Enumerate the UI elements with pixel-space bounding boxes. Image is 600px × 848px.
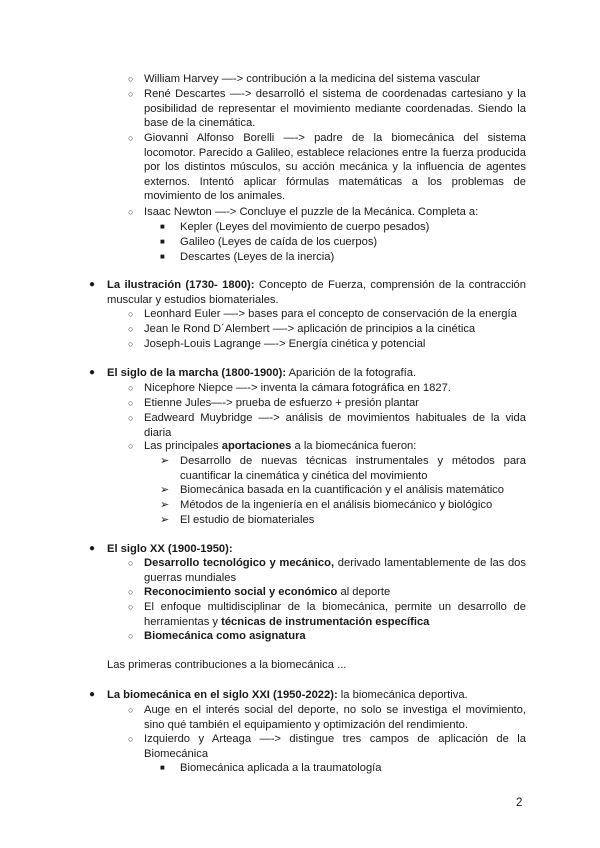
list-item-aport-4 [160,513,526,528]
hollow-circle-bullet: ○ [128,133,134,143]
hollow-circle-bullet: ○ [128,89,134,99]
item-text: Métodos de la ingeniería en el análisis biomecánico y biológico [180,499,493,511]
bold-text: Desarrollo tecnológico y mecánico, [144,557,335,569]
filled-circle-bullet: ● [89,279,96,290]
item-text: Jean le Rond D´Alembert —-> aplicación de principios a la cinética [144,323,476,335]
hollow-circle-bullet: ○ [128,413,134,423]
list-item-lagrange [128,337,526,352]
item-text: Eadweard Muybridge —-> análisis de movimientos habituales de la vida diaria [144,412,526,439]
section-siglo-xxi [89,688,526,703]
hollow-circle-bullet: ○ [128,587,134,597]
item-text: William Harvey —-> contribución a la medicina del sistema vascular [144,73,481,85]
section-desc: Concepto de Fuerza, comprensión de la contracción muscular y estudios biomateriales. [107,279,526,306]
hollow-circle-bullet: ○ [128,74,134,84]
square-bullet: ■ [160,222,165,231]
section-desc: Aparición de la fotografía. [286,367,417,379]
hollow-circle-bullet: ○ [128,705,134,715]
list-item-kepler [160,220,526,235]
item-text: Descartes (Leyes de la inercia) [180,251,335,263]
square-bullet: ■ [160,237,165,246]
item-text: Leonhard Euler —-> bases para el concepto de conservación de la energía [144,308,517,320]
bold-text: Biomecánica como asignatura [144,630,306,642]
item-text: Nicephore Niepce —-> inventa la cámara fotográfica en 1827. [144,382,451,394]
item-text: Joseph-Louis Lagrange —-> Energía cinética y potencial [144,338,426,350]
item-text: Giovanni Alfonso Borelli —-> padre de la biomecánica del sistema locomotor. Parecido a Galileo, establece relaciones entre la fuerza producida por los distintos músculos, su acción mecánica y la influencia de agentes externos. Intentó aplicar fórmulas matemáticas a los problemas de movimiento de los animales. [144,132,526,203]
item-text: El estudio de biomateriales [180,514,315,526]
item-text: Biomecánica aplicada a la traumatología [180,762,382,774]
hollow-circle-bullet: ○ [128,734,134,744]
item-text: Galileo (Leyes de caída de los cuerpos) [180,236,378,248]
hollow-circle-bullet: ○ [128,398,134,408]
page-number: 2 [516,797,523,809]
list-item-muybridge [128,411,526,440]
list-item-enfoque: ○ El enfoque multidisciplinar de la biomecánica, permite un desarrollo de herramientas y técnicas de instrumentación específica [128,601,526,628]
filled-circle-bullet: ● [89,689,96,700]
hollow-circle-bullet: ○ [128,558,134,568]
list-item-borelli [128,131,526,204]
arrow-bullet: ➢ [160,514,170,526]
arrow-bullet: ➢ [160,484,170,496]
section-title: El siglo de la marcha (1800-1900): [107,367,287,379]
square-bullet: ■ [160,252,165,261]
item-text: Isaac Newton —-> Concluye el puzzle de la Mecánica. Completa a: [144,206,479,218]
paragraph-primeras: Las primeras contribuciones a la biomecánica ... [107,659,347,671]
hollow-circle-bullet: ○ [128,383,134,393]
list-item-jules [128,396,526,411]
list-item-euler [128,307,526,322]
list-item-asignatura [128,629,526,644]
section-title: El siglo XX (1900-1950): [107,543,233,555]
bold-text: técnicas de instrumentación específica [221,615,430,628]
bold-text: Reconocimiento social y económico [144,586,338,598]
item-text: Kepler (Leyes del movimiento de cuerpo pesados) [180,221,430,233]
section-title: La biomecánica en el siglo XXI (1950-2022): [107,689,338,701]
list-item-reconocimiento: ○ Reconocimiento social y económico al deporte [128,586,391,598]
item-text: Etienne Jules—-> prueba de esfuerzo + presión plantar [144,397,419,409]
hollow-circle-bullet: ○ [128,324,134,334]
list-item-galileo [160,235,526,250]
list-item-niepce [128,381,526,396]
hollow-circle-bullet: ○ [128,207,134,217]
section-desc: la biomecánica deportiva. [337,689,468,701]
item-text: Auge en el interés social del deporte, no solo se investiga el movimiento, sino qué también el equipamiento y optimización del rendimiento. [144,704,526,731]
list-item-aport-1 [160,454,526,483]
item-text: Biomecánica basada en la cuantificación y el análisis matemático [180,484,504,496]
hollow-circle-bullet: ○ [128,441,134,451]
hollow-circle-bullet: ○ [128,339,134,349]
square-bullet: ■ [160,763,165,772]
item-text: René Descartes —-> desarrolló el sistema de coordenadas cartesiano y la posibilidad de representar el movimiento mediante coordenadas. Siendo la base de la cinemática. [144,88,526,130]
list-item-aport-3 [160,498,526,513]
hollow-circle-bullet: ○ [128,602,134,612]
list-item-traumatologia [160,761,526,776]
item-text: Izquierdo y Arteaga —-> distingue tres campos de aplicación de la Biomecánica [144,733,526,760]
section-ilustracion [89,278,526,307]
filled-circle-bullet: ● [89,367,96,378]
list-item-izquierdo [128,732,526,761]
list-item-auge [128,703,526,732]
item-text: Desarrollo de nuevas técnicas instrumentales y métodos para cuantificar la cinemática y cinética del movimiento [180,455,526,482]
list-item-descartes-inercia [160,250,526,265]
list-item-newton [128,205,526,220]
hollow-circle-bullet: ○ [128,309,134,319]
filled-circle-bullet: ● [89,543,96,554]
bold-text: aportaciones [221,440,292,452]
list-item-desarrollo: ○ Desarrollo tecnológico y mecánico, derivado lamentablemente de las dos guerras mundiales [128,557,526,584]
arrow-bullet: ➢ [160,499,170,511]
section-title: La ilustración (1730- 1800): [107,279,255,291]
list-item-aport-2 [160,483,526,498]
list-item-aportaciones: ○ Las principales aportaciones a la biomecánica fueron: [128,440,417,452]
hollow-circle-bullet: ○ [128,631,134,641]
arrow-bullet: ➢ [160,455,170,467]
section-siglo-marcha [89,366,526,381]
section-siglo-xx [89,542,526,557]
list-item-dalembert [128,322,526,337]
list-item-descartes [128,87,526,131]
list-item-harvey [128,72,526,87]
